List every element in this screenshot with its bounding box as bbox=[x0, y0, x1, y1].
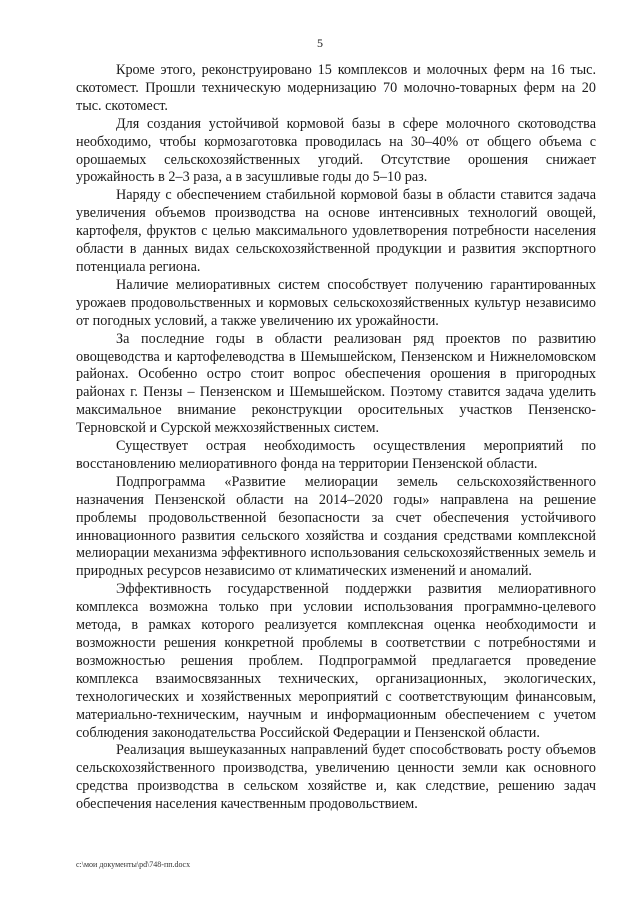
paragraph-subprogram: Подпрограмма «Развитие мелиорации земель сельскохозяйственного назначения Пензенской области на 2014–2020 годы» направлена на решение проблемы продовольственной безопасности за счет обеспечения устойчивого инновационного развития сельского хозяйства и создания средствами комплексной мелиорации механизма эффективного использования сельскохозяйственных земель и природных ресурсов независимо от климатических изменений и аномалий. bbox=[76, 473, 596, 580]
paragraph-production-goals: Наряду с обеспечением стабильной кормовой базы в области ставится задача увеличения объемов производства на основе интенсивных технологий овощей, картофеля, фруктов с целью максимального удовлетворения потребности населения области в данных видах сельскохозяйственной продукции и развития экспортного потенциала региона. bbox=[76, 187, 596, 275]
paragraph-feed-base: Для создания устойчивой кормовой базы в сфере молочного скотоводства необходимо, чтобы кормозаготовка проводилась на 30–40% от общего объема с орошаемых сельскохозяйственных угодий. Отсутствие орошения снижает урожайность в 2–3 раза, а в засушливые годы до 5–10 раз. bbox=[76, 115, 596, 186]
paragraph-efficiency: Эффективность государственной поддержки развития мелиоративного комплекса возможна только при условии использования программно-целевого метода, в рамках которого реализуется комплексная оценка необходимости и возможности решения конкретной проблемы в соответствии с потребностями и возможностью решения проблем. Подпрограммой предлагается проведение комплекса взаимосвязанных технических, организационных, экологических, технологических и хозяйственных мероприятий с соответствующим финансовым, материально-техническим, научным и информационным обеспечением с учетом соблюдения законодательства Российской Федерации и Пензенской области. bbox=[76, 581, 596, 741]
paragraph-reconstruction: Кроме этого, реконструировано 15 комплексов и молочных ферм на 16 тыс. скотомест. Прошли техническую модернизацию 70 молочно-товарных ферм на 20 тыс. скотомест. bbox=[76, 62, 596, 114]
page-number: 5 bbox=[317, 36, 323, 50]
paragraph-melioration-systems: Наличие мелиоративных систем способствует получению гарантированных урожаев продовольственных и кормовых сельскохозяйственных культур независимо от погодных условий, а также увеличению их урожайности. bbox=[76, 276, 596, 329]
footer-file-path: c:\мои документы\pd\748-пп.docx bbox=[76, 860, 191, 869]
paragraph-regional-projects: За последние годы в области реализован ряд проектов по развитию овощеводства и картофелеводства в Шемышейском, Пензенском и Нижнеломовском районах. Особенно остро стоит вопрос обеспечения орошения в пригородных районах г. Пензы – Пензенском и Шемышейском. Поэтому ставится задача уделить максимальное внимание реконструкции оросительных участков Пензенско-Терновской и Сурской межхозяйственных систем. bbox=[76, 330, 596, 437]
paragraph-restoration-need: Существует острая необходимость осуществления мероприятий по восстановлению мелиоративного фонда на территории Пензенской области. bbox=[76, 438, 596, 472]
document-body bbox=[76, 62, 596, 814]
paragraph-implementation: Реализация вышеуказанных направлений будет способствовать росту объемов сельскохозяйственного производства, увеличению ценности земли как основного средства производства в сельском хозяйстве и, как следствие, решению задач обеспечения населения качественным продовольствием. bbox=[76, 742, 596, 813]
